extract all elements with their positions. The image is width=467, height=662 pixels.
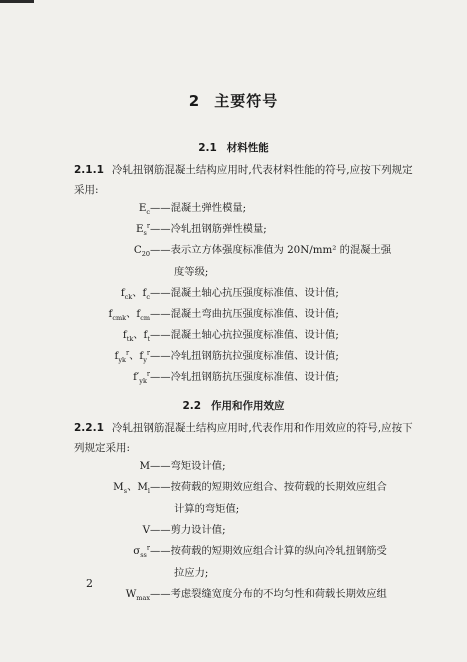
definition-es xyxy=(80,220,267,239)
page-number: 2 xyxy=(86,577,93,590)
definition-dash: —— xyxy=(150,223,171,235)
symbol: M xyxy=(139,460,150,472)
definition-continuation: 度等级; xyxy=(174,266,209,278)
definition-dash: —— xyxy=(150,308,171,320)
definition-text: 混凝土弹性模量; xyxy=(170,202,247,214)
symbol: $f_{yk}^r$、$f_y^r$ xyxy=(114,348,150,365)
symbol: $E_s^r$ xyxy=(136,221,150,238)
section-title: 作用和作用效应 xyxy=(211,400,285,412)
definition-ms-ml xyxy=(80,478,387,497)
symbol: $f_{tk}$、$f_t$ xyxy=(122,329,150,344)
definition-dash: —— xyxy=(150,244,171,256)
definition-dash: —— xyxy=(150,481,171,493)
definition-dash: —— xyxy=(150,287,171,299)
definition-fyk-fy xyxy=(80,347,339,366)
section-heading-2-2 xyxy=(0,398,467,413)
definition-text: 表示立方体强度标准值为 20N/mm² 的混凝土强 xyxy=(170,244,392,256)
symbol: $W_{max}$ xyxy=(125,588,150,603)
chapter-title: 主要符号 xyxy=(214,92,279,110)
clause-2-1-1 xyxy=(74,160,419,200)
definition-fyk-prime xyxy=(80,368,339,387)
clause-text: 冷轧扭钢筋混凝土结构应用时,代表作用和作用效应的符号,应按下列规定采用: xyxy=(74,422,413,454)
definition-sigma-ss xyxy=(80,542,387,561)
clause-text: 冷轧扭钢筋混凝土结构应用时,代表材料性能的符号,应按下列规定采用: xyxy=(74,164,413,196)
symbol: $C_{20}$ xyxy=(133,244,150,259)
chapter-heading xyxy=(0,90,467,111)
definition-text: 混凝土弯曲抗压强度标准值、设计值; xyxy=(170,308,339,320)
definition-text: 按荷载的短期效应组合、按荷载的长期效应组合 xyxy=(170,481,387,493)
symbol: $f_{cmk}$、$f_{cm}$ xyxy=(108,308,150,323)
definition-text: 考虑裂缝宽度分布的不均匀性和荷载长期效应组 xyxy=(170,588,387,600)
definition-dash: —— xyxy=(150,545,171,557)
symbol: $f_{ck}$、$f_c$ xyxy=(120,287,150,302)
chapter-number: 2 xyxy=(188,92,201,110)
definition-m xyxy=(80,457,226,476)
definition-dash: —— xyxy=(150,350,171,362)
definition-dash: —— xyxy=(150,460,171,472)
definition-ec xyxy=(80,199,246,218)
clause-number: 2.2.1 xyxy=(74,422,104,434)
definition-wmax xyxy=(80,585,387,604)
section-title: 材料性能 xyxy=(226,142,269,154)
definition-c20 xyxy=(80,241,391,260)
scan-corner-mark xyxy=(0,0,34,3)
definition-v xyxy=(80,521,226,540)
definition-dash: —— xyxy=(150,588,171,600)
clause-number: 2.1.1 xyxy=(74,164,104,176)
definition-text: 弯矩设计值; xyxy=(170,460,226,472)
definition-continuation: 拉应力; xyxy=(174,567,209,579)
symbol: V xyxy=(142,524,150,536)
definition-fcmk-fcm xyxy=(80,305,339,324)
definition-text: 按荷载的短期效应组合计算的纵向冷轧扭钢筋受 xyxy=(170,545,387,557)
definition-text: 冷轧扭钢筋抗拉强度标准值、设计值; xyxy=(170,350,339,362)
symbol: $\sigma_{ss}^r$ xyxy=(133,543,150,560)
definition-dash: —— xyxy=(150,202,171,214)
definition-continuation: 计算的弯矩值; xyxy=(174,503,240,515)
symbol: $f'_{yk}^r$ xyxy=(133,369,150,386)
definition-dash: —— xyxy=(150,524,171,536)
definition-text: 剪力设计值; xyxy=(170,524,226,536)
symbol: $E_c$ xyxy=(138,202,150,217)
definition-dash: —— xyxy=(150,329,171,341)
definition-dash: —— xyxy=(150,371,171,383)
definition-ftk-ft xyxy=(80,326,339,345)
section-number: 2.2 xyxy=(182,400,202,412)
definition-fck-fc xyxy=(80,284,339,303)
symbol: $M_s$、$M_l$ xyxy=(113,481,150,496)
definition-text: 混凝土轴心抗拉强度标准值、设计值; xyxy=(170,329,339,341)
section-heading-2-1 xyxy=(0,140,467,155)
definition-text: 混凝土轴心抗压强度标准值、设计值; xyxy=(170,287,339,299)
clause-2-2-1 xyxy=(74,418,419,458)
definition-text: 冷轧扭钢筋弹性模量; xyxy=(170,223,267,235)
section-number: 2.1 xyxy=(198,142,217,154)
definition-text: 冷轧扭钢筋抗压强度标准值、设计值; xyxy=(170,371,339,383)
